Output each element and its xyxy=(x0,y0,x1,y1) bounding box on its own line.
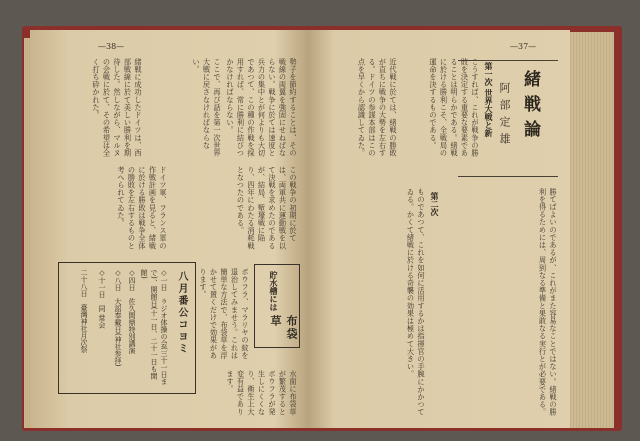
page-number: —38— xyxy=(98,42,125,51)
right-page xyxy=(308,30,570,428)
title-rule-bottom xyxy=(458,176,558,177)
calendar-entry: ◇一日 ラジオ体操の会(三十一日まで)、開館日(十一日、二十一日も開館) xyxy=(140,269,168,385)
article-title: 緒戦論 xyxy=(520,70,540,145)
calendar-entry: ◇四日 佐久間鼎特別講演 xyxy=(128,269,136,354)
body-text: ものであつて、これを如何に活用するかは指揮官の手腕にかかつてゐる。かくて緒戦に於ける奇襲の効果は極めて大きい。 xyxy=(406,188,426,416)
body-text: 勝てばよいのであるが、これがまた容易なことではない。緒戦の勝利を得るためには、周到なる準備と果敢なる実行とが必要である。 xyxy=(538,188,558,416)
left-page xyxy=(30,30,308,428)
body-text: ここで、再び話を第一次世界大戦に戻さなければならない。 xyxy=(192,58,222,157)
article-author: 阿部定雄 xyxy=(498,82,511,150)
ad-top-text: 貯水槽には xyxy=(269,271,279,311)
ad-box xyxy=(254,264,300,348)
calendar-entry: ◇十一日 同 常会 xyxy=(98,269,106,329)
calendar-title: 八月番公コヨミ xyxy=(176,271,187,355)
section-heading: 第一次 世界大戦と新 xyxy=(484,62,494,137)
calendar-entry: ◇八日 大詔奉戴日(神社参拝) xyxy=(114,269,122,367)
ad-text: 水面に布袋草が繁茂するとボウフラが発生しにくくなり、衛生上大変有益であります。 xyxy=(226,370,298,416)
body-text: 近代戦に於ては、緒戦の勝敗が直ちに戦争の大勢を左右する。ドイツの参謀本部はこの点を早くから認識してゐた。 xyxy=(357,58,398,157)
calendar-box xyxy=(58,262,196,394)
body-text: 緒戦に成功したドイツは、西部戦線に於て美しい勝利を期待した。然しながら、マルヌの会戦に於て、その希望は全く打ち砕かれた。 xyxy=(92,58,143,157)
ad-bottom-text: 布袋草 xyxy=(269,315,298,341)
body-text: こうすれば、これが戦争の勝敗を決定する重要な要素であることは明らかである。緒戦に於ける勝利こそ、全戦局の運命を決するものである。 xyxy=(429,58,480,157)
ad-text: ボウフラ、マラリヤの蚊を退治してみませう。これは簡単な方法で、布袋草を浮かせて置くだけで効果があります。 xyxy=(199,268,250,360)
calendar-entry: 二十八日 臺灣神社月次祭 xyxy=(80,269,88,353)
body-text: ドイツ軍、フランス軍の作戦計画を見ると、緒戦に於ける勝敗は戦争全体の勝敗を左右するものと考へられてゐた。 xyxy=(117,166,168,250)
right-page-edges xyxy=(568,32,614,428)
body-text: 勢子を節約することは、その戦線の両翼を強固にせねばならない。戦争に於ては速度と兵力の集中とが何よりも大切であつて、この種の作戦を採用すれば、常に勝利に結びつかなければならない。 xyxy=(226,58,298,157)
body-text: この戦争の初期に於ては、両軍共に運動戦を以て決戦を求めたのであるが、結局、塹壕戦に陥り、四年にわたる消耗戦となつたのである。 xyxy=(236,166,298,250)
section-heading: 第二次 xyxy=(430,192,440,216)
page-number: —37— xyxy=(510,42,537,51)
